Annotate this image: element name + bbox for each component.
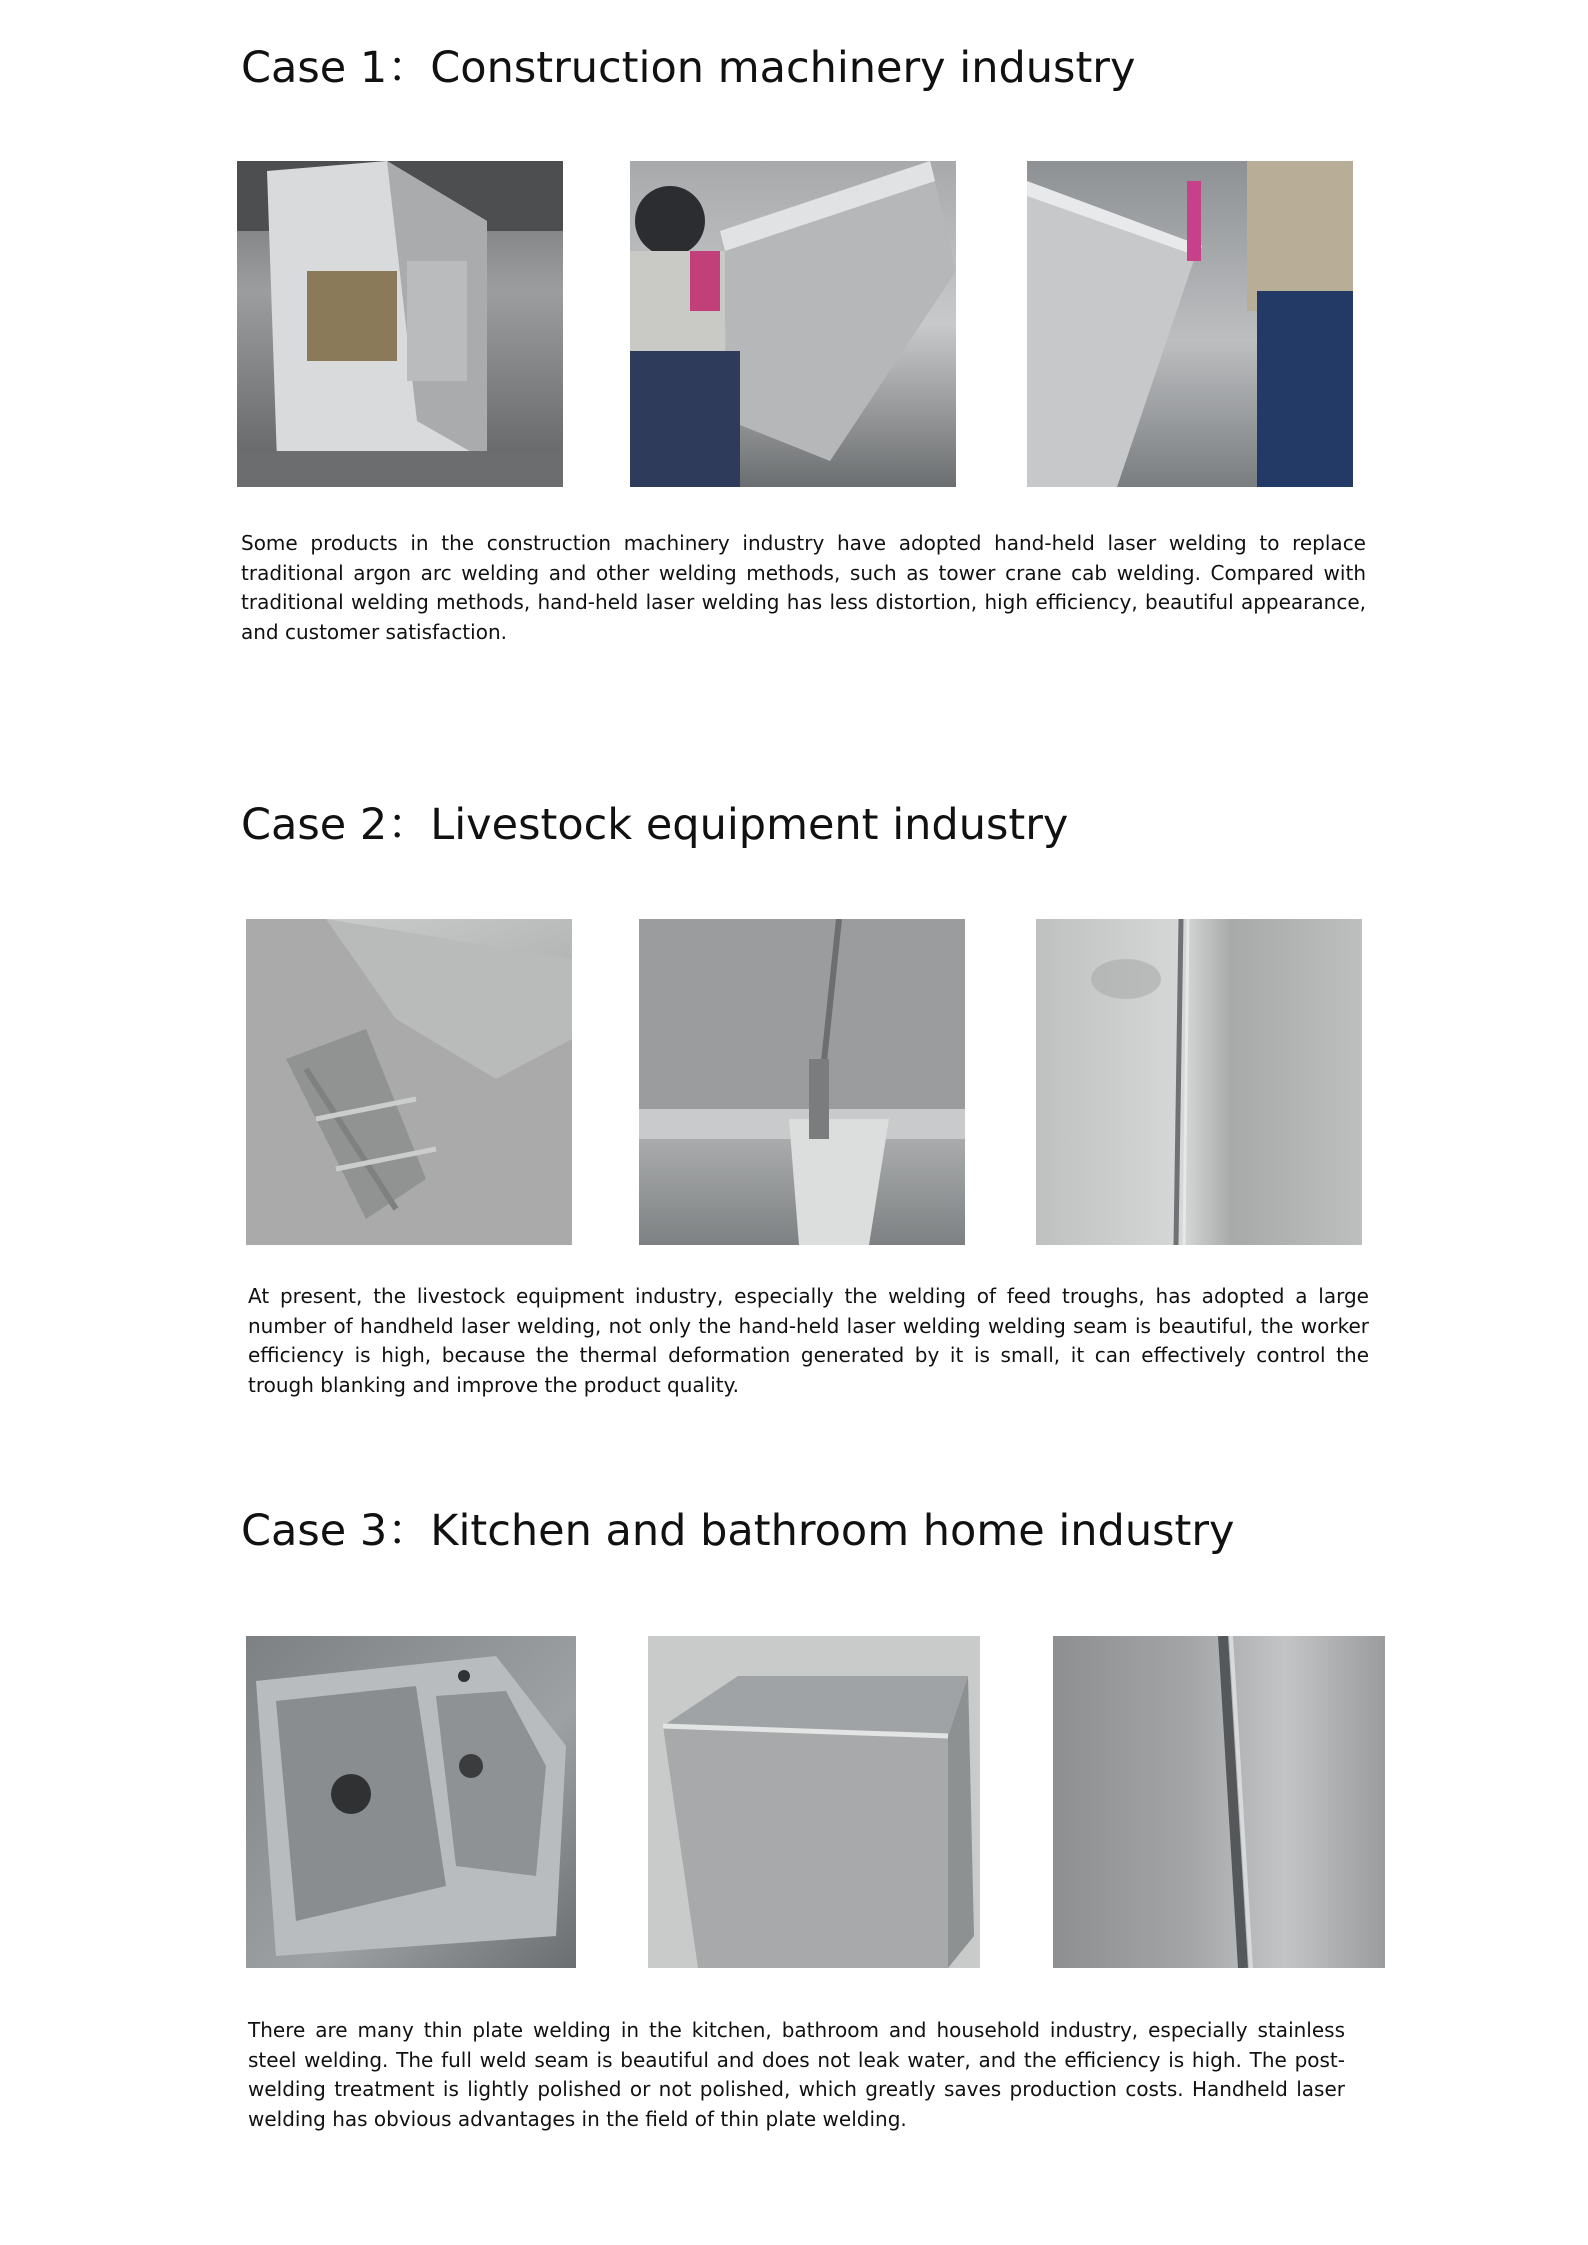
case-2-title: Case 2：Livestock equipment industry xyxy=(241,800,1069,850)
case-3-title: Case 3：Kitchen and bathroom home industry xyxy=(241,1506,1235,1556)
worker-welding-panel-photo xyxy=(630,161,956,487)
case-1-title: Case 1：Construction machinery industry xyxy=(241,43,1136,93)
weld-seam-closeup-photo xyxy=(1036,919,1362,1245)
sink-weld-closeup-photo xyxy=(1053,1636,1385,1968)
stainless-box-photo xyxy=(648,1636,980,1968)
case-2-description: At present, the livestock equipment industry, especially the welding of feed troughs, has adopted a large number of handheld laser welding, not only the hand-held laser welding welding seam is beautiful, the worker efficiency is high, because the thermal deformation generated by it is small, it can effectively control the trough blanking and improve the product quality. xyxy=(248,1284,1369,1397)
case-1-description: Some products in the construction machinery industry have adopted hand-held laser welding to replace traditional argon arc welding and other welding methods, such as tower crane cab welding. Compared with traditional welding methods, hand-held laser welding has less distortion, high efficiency, beautiful appearance, and customer satisfaction. xyxy=(241,531,1366,644)
trough-joint-closeup-photo xyxy=(639,919,965,1245)
crane-cab-frame-photo xyxy=(237,161,563,487)
worker-welding-edge-photo xyxy=(1027,161,1353,487)
feed-trough-photo xyxy=(246,919,572,1245)
case-3-description: There are many thin plate welding in the kitchen, bathroom and household industry, especially stainless steel welding. The full weld seam is beautiful and does not leak water, and the efficiency is high. The post-welding treatment is lightly polished or not polished, which greatly saves production costs. Handheld laser welding has obvious advantages in the field of thin plate welding. xyxy=(248,2018,1345,2131)
double-sink-photo xyxy=(246,1636,576,1968)
